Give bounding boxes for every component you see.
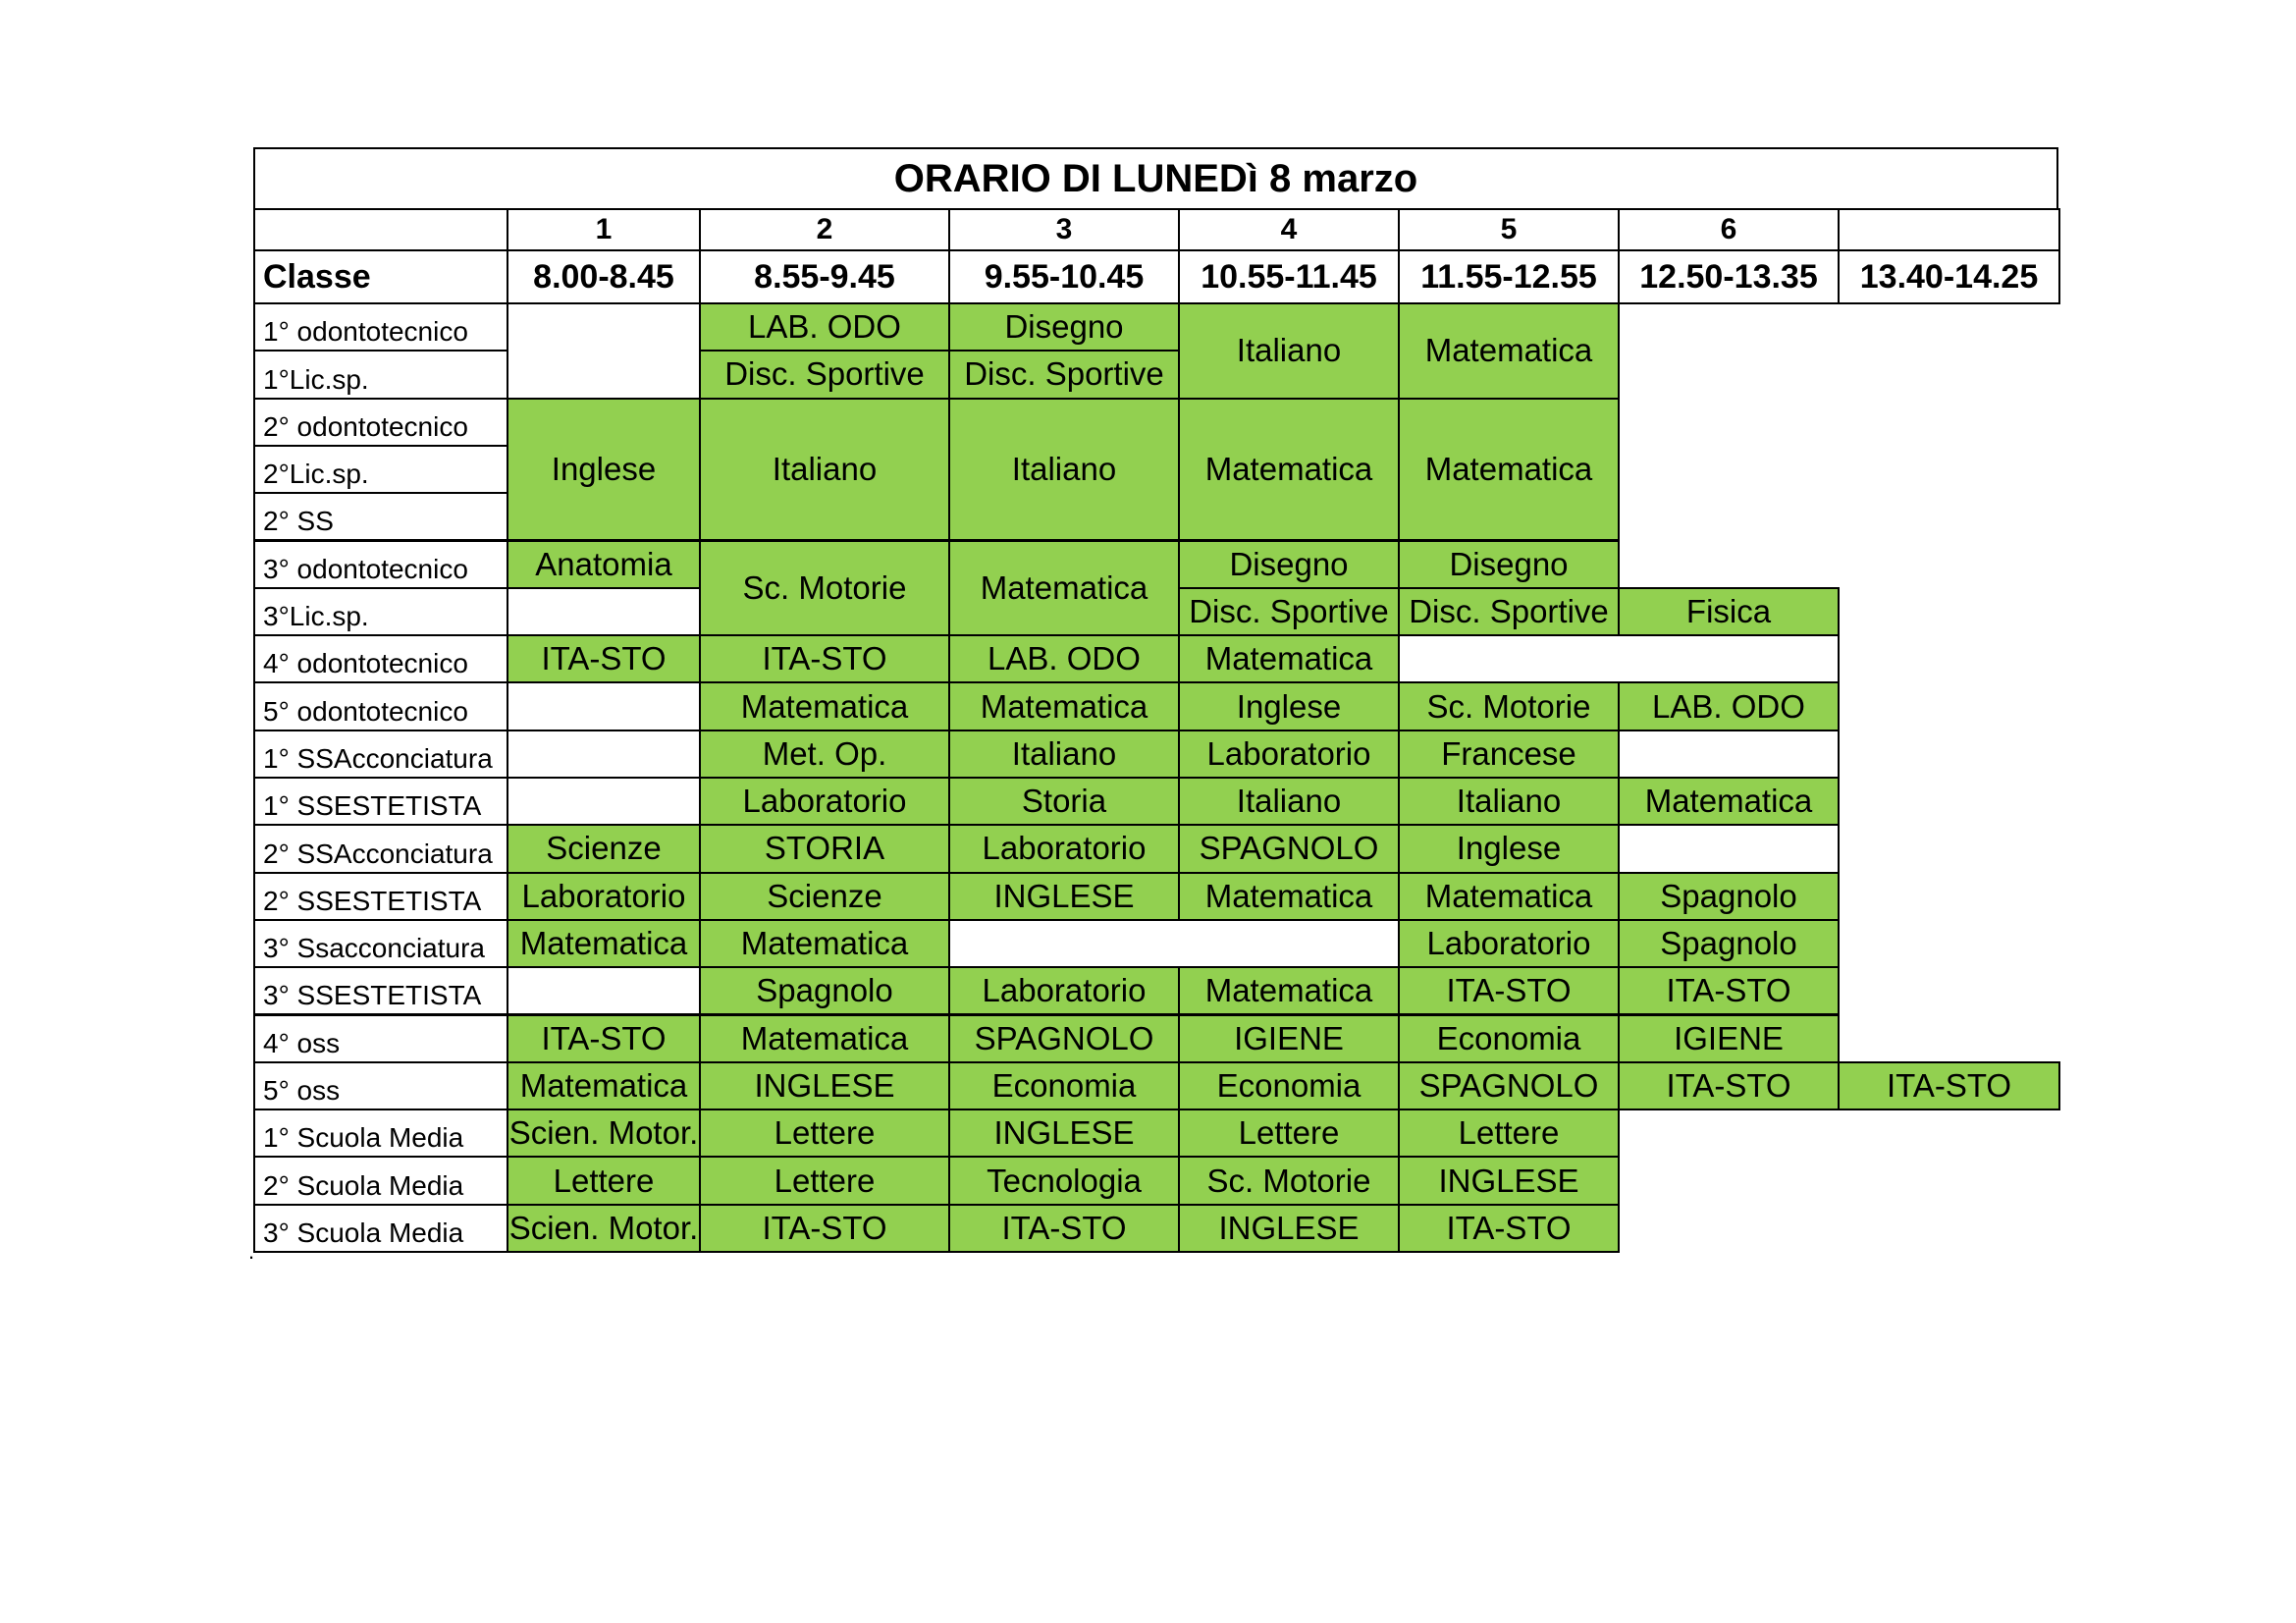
subject-cell: ITA-STO [507,1014,701,1063]
subject-cell: INGLESE [948,1109,1180,1158]
class-name: 5° odontotecnico [253,681,508,730]
empty-cell [507,302,701,400]
subject-cell: SPAGNOLO [948,1014,1180,1063]
subject-cell: IGIENE [1178,1014,1400,1063]
subject-cell: Disc. Sportive [699,350,950,399]
subject-cell: ITA-STO [1618,1061,1840,1110]
empty-cell [507,966,701,1015]
period-time: 8.00-8.45 [507,249,701,304]
period-number: 3 [948,208,1180,251]
class-name: 3° Scuola Media [253,1204,508,1253]
period-time: 11.55-12.55 [1398,249,1620,304]
subject-cell: Lettere [699,1156,950,1205]
subject-cell: ITA-STO [948,1204,1180,1253]
period-number: 6 [1618,208,1840,251]
subject-cell: Tecnologia [948,1156,1180,1205]
subject-cell: SPAGNOLO [1178,824,1400,873]
class-name: 1° SSAcconciatura [253,730,508,779]
subject-cell: INGLESE [948,872,1180,921]
period-time: 12.50-13.35 [1618,249,1840,304]
empty-cell [507,730,701,779]
period-time: 10.55-11.45 [1178,249,1400,304]
subject-cell: Laboratorio [1178,730,1400,779]
class-name: 2° SSAcconciatura [253,824,508,873]
empty-cell [507,587,701,636]
subject-cell: Disc. Sportive [948,350,1180,399]
class-name: 4° oss [253,1014,508,1063]
subject-cell: IGIENE [1618,1014,1840,1063]
subject-cell: Sc. Motorie [1398,681,1620,730]
subject-cell: Disc. Sportive [1178,587,1400,636]
subject-cell: Laboratorio [507,872,701,921]
class-name: 1° SSESTETISTA [253,777,508,826]
subject-cell: Laboratorio [948,966,1180,1015]
class-name: 2° Scuola Media [253,1156,508,1205]
class-name: 2°Lic.sp. [253,445,508,494]
period-number [1838,208,2060,251]
subject-cell: INGLESE [699,1061,950,1110]
subject-cell: Inglese [507,398,701,542]
header-blank-cell [253,208,508,251]
footer-dot: . [248,1239,255,1264]
subject-cell: STORIA [699,824,950,873]
class-name: 3° odontotecnico [253,540,508,589]
class-name: 3°Lic.sp. [253,587,508,636]
subject-cell: Spagnolo [1618,919,1840,968]
subject-cell: Scienze [507,824,701,873]
class-name: 2° SSESTETISTA [253,872,508,921]
subject-cell: Matematica [1178,872,1400,921]
subject-cell: Italiano [1178,302,1400,400]
class-name: 1° Scuola Media [253,1109,508,1158]
period-number: 1 [507,208,701,251]
subject-cell: Scien. Motor. [507,1204,701,1253]
empty-cell [948,919,1400,968]
period-time: 8.55-9.45 [699,249,950,304]
subject-cell: Spagnolo [699,966,950,1015]
subject-cell: LAB. ODO [699,302,950,352]
subject-cell: Economia [1398,1014,1620,1063]
subject-cell: Disegno [1398,540,1620,589]
subject-cell: ITA-STO [1838,1061,2060,1110]
period-number: 2 [699,208,950,251]
class-name: 2° SS [253,492,508,541]
subject-cell: Italiano [1398,777,1620,826]
subject-cell: Scienze [699,872,950,921]
subject-cell: Storia [948,777,1180,826]
subject-cell: Sc. Motorie [699,540,950,637]
subject-cell: Fisica [1618,587,1840,636]
page-title: ORARIO DI LUNEDì 8 marzo [253,147,2058,210]
subject-cell: Italiano [1178,777,1400,826]
period-time: 9.55-10.45 [948,249,1180,304]
subject-cell: ITA-STO [507,634,701,683]
subject-cell: Disc. Sportive [1398,587,1620,636]
subject-cell: Matematica [1618,777,1840,826]
subject-cell: Matematica [1178,398,1400,542]
subject-cell: Laboratorio [1398,919,1620,968]
subject-cell: Inglese [1398,824,1620,873]
subject-cell: Sc. Motorie [1178,1156,1400,1205]
period-number: 4 [1178,208,1400,251]
subject-cell: ITA-STO [699,1204,950,1253]
subject-cell: Matematica [507,1061,701,1110]
subject-cell: Anatomia [507,540,701,589]
subject-cell: Matematica [699,681,950,730]
class-name: 4° odontotecnico [253,634,508,683]
period-time: 13.40-14.25 [1838,249,2060,304]
subject-cell: ITA-STO [1398,1204,1620,1253]
subject-cell: Matematica [1178,634,1400,683]
subject-cell: Inglese [1178,681,1400,730]
subject-cell: Met. Op. [699,730,950,779]
subject-cell: Matematica [507,919,701,968]
empty-cell [507,681,701,730]
subject-cell: Economia [948,1061,1180,1110]
subject-cell: Laboratorio [699,777,950,826]
subject-cell: INGLESE [1398,1156,1620,1205]
class-name: 1° odontotecnico [253,302,508,352]
subject-cell: Matematica [699,919,950,968]
subject-cell: Laboratorio [948,824,1180,873]
subject-cell: Matematica [948,681,1180,730]
subject-cell: Lettere [699,1109,950,1158]
subject-cell: Italiano [699,398,950,542]
subject-cell: INGLESE [1178,1204,1400,1253]
subject-cell: Lettere [1398,1109,1620,1158]
class-name: 3° Ssacconciatura [253,919,508,968]
empty-cell [1618,730,1840,779]
subject-cell: ITA-STO [1398,966,1620,1015]
subject-cell: LAB. ODO [1618,681,1840,730]
subject-cell: Italiano [948,398,1180,542]
subject-cell: Matematica [699,1014,950,1063]
subject-cell: Disegno [948,302,1180,352]
subject-cell: Scien. Motor. [507,1109,701,1158]
subject-cell: Matematica [1398,302,1620,400]
subject-cell: Economia [1178,1061,1400,1110]
subject-cell: Spagnolo [1618,872,1840,921]
subject-cell: Italiano [948,730,1180,779]
subject-cell: ITA-STO [699,634,950,683]
subject-cell: Lettere [507,1156,701,1205]
subject-cell: ITA-STO [1618,966,1840,1015]
subject-cell: Matematica [948,540,1180,637]
subject-cell: Lettere [1178,1109,1400,1158]
subject-cell: Matematica [1398,872,1620,921]
class-name: 3° SSESTETISTA [253,966,508,1015]
subject-cell: Francese [1398,730,1620,779]
class-name: 5° oss [253,1061,508,1110]
subject-cell: SPAGNOLO [1398,1061,1620,1110]
class-name: 2° odontotecnico [253,398,508,447]
empty-cell [507,777,701,826]
period-number: 5 [1398,208,1620,251]
subject-cell: Disegno [1178,540,1400,589]
subject-cell: Matematica [1178,966,1400,1015]
subject-cell: LAB. ODO [948,634,1180,683]
class-name: 1°Lic.sp. [253,350,508,399]
classe-header: Classe [253,249,508,304]
empty-cell [1618,824,1840,873]
subject-cell: Matematica [1398,398,1620,542]
empty-cell [1398,634,1840,683]
